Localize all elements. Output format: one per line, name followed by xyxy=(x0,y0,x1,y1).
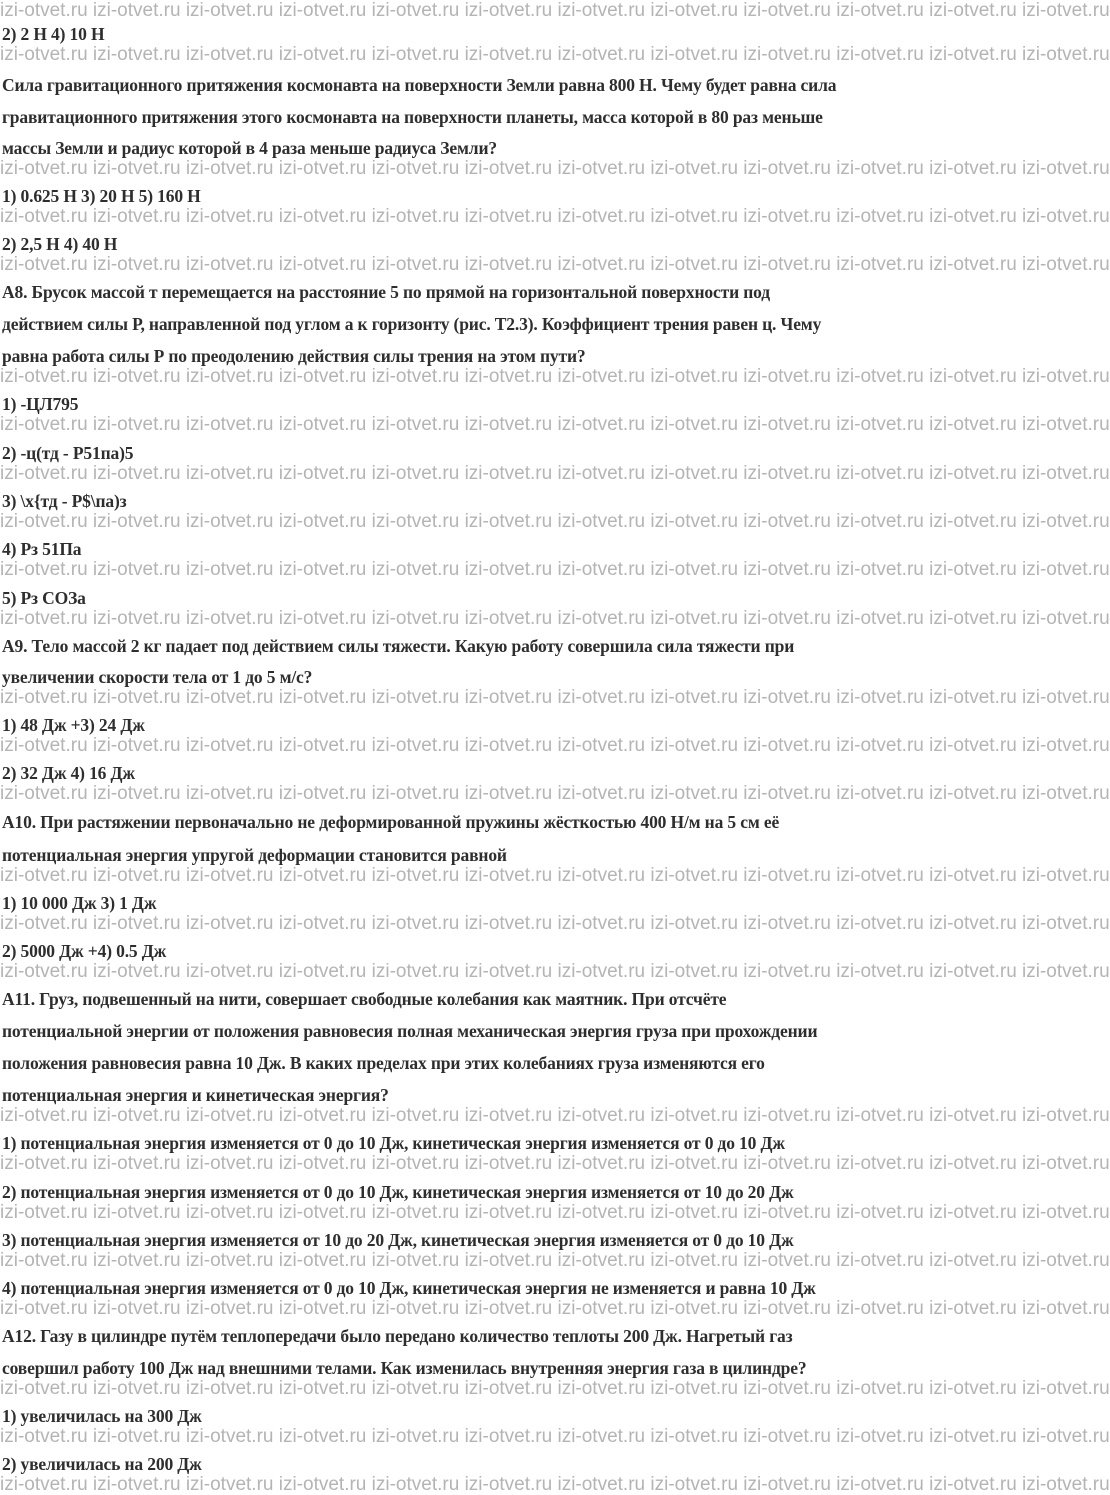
watermark-row: izi-otvet.ru izi-otvet.ru izi-otvet.ru izi-otvet.ru izi-otvet.ru izi-otvet.ru izi-otvet.ru izi-otvet.ru izi-otvet.ru izi-otvet.ru izi-otvet.ru izi-otvet.ru xyxy=(0,961,1110,982)
watermark-row: izi-otvet.ru izi-otvet.ru izi-otvet.ru izi-otvet.ru izi-otvet.ru izi-otvet.ru izi-otvet.ru izi-otvet.ru izi-otvet.ru izi-otvet.ru izi-otvet.ru izi-otvet.ru xyxy=(0,254,1110,275)
watermark-row: izi-otvet.ru izi-otvet.ru izi-otvet.ru izi-otvet.ru izi-otvet.ru izi-otvet.ru izi-otvet.ru izi-otvet.ru izi-otvet.ru izi-otvet.ru izi-otvet.ru izi-otvet.ru xyxy=(0,463,1110,484)
watermark-row: izi-otvet.ru izi-otvet.ru izi-otvet.ru izi-otvet.ru izi-otvet.ru izi-otvet.ru izi-otvet.ru izi-otvet.ru izi-otvet.ru izi-otvet.ru izi-otvet.ru izi-otvet.ru xyxy=(0,414,1110,435)
watermark-row: izi-otvet.ru izi-otvet.ru izi-otvet.ru izi-otvet.ru izi-otvet.ru izi-otvet.ru izi-otvet.ru izi-otvet.ru izi-otvet.ru izi-otvet.ru izi-otvet.ru izi-otvet.ru xyxy=(0,158,1110,179)
watermark-row: izi-otvet.ru izi-otvet.ru izi-otvet.ru izi-otvet.ru izi-otvet.ru izi-otvet.ru izi-otvet.ru izi-otvet.ru izi-otvet.ru izi-otvet.ru izi-otvet.ru izi-otvet.ru xyxy=(0,608,1110,629)
answer-option: 1) -ЦЛ795 xyxy=(2,394,79,414)
answer-line: 2) 2,5 Н 4) 40 Н xyxy=(2,234,118,254)
question-a11: потенциальной энергии от положения равновесия полная механическая энергия груза при прохождении xyxy=(2,1021,818,1041)
question-a10: потенциальная энергия упругой деформации становится равной xyxy=(2,845,507,865)
watermark-row: izi-otvet.ru izi-otvet.ru izi-otvet.ru izi-otvet.ru izi-otvet.ru izi-otvet.ru izi-otvet.ru izi-otvet.ru izi-otvet.ru izi-otvet.ru izi-otvet.ru izi-otvet.ru xyxy=(0,865,1110,886)
watermark-row: izi-otvet.ru izi-otvet.ru izi-otvet.ru izi-otvet.ru izi-otvet.ru izi-otvet.ru izi-otvet.ru izi-otvet.ru izi-otvet.ru izi-otvet.ru izi-otvet.ru izi-otvet.ru xyxy=(0,1250,1110,1271)
watermark-row: izi-otvet.ru izi-otvet.ru izi-otvet.ru izi-otvet.ru izi-otvet.ru izi-otvet.ru izi-otvet.ru izi-otvet.ru izi-otvet.ru izi-otvet.ru izi-otvet.ru izi-otvet.ru xyxy=(0,1474,1110,1495)
watermark-row: izi-otvet.ru izi-otvet.ru izi-otvet.ru izi-otvet.ru izi-otvet.ru izi-otvet.ru izi-otvet.ru izi-otvet.ru izi-otvet.ru izi-otvet.ru izi-otvet.ru izi-otvet.ru xyxy=(0,366,1110,387)
watermark-row: izi-otvet.ru izi-otvet.ru izi-otvet.ru izi-otvet.ru izi-otvet.ru izi-otvet.ru izi-otvet.ru izi-otvet.ru izi-otvet.ru izi-otvet.ru izi-otvet.ru izi-otvet.ru xyxy=(0,913,1110,934)
answer-option: 2) увеличилась на 200 Дж xyxy=(2,1454,202,1474)
watermark-row: izi-otvet.ru izi-otvet.ru izi-otvet.ru izi-otvet.ru izi-otvet.ru izi-otvet.ru izi-otvet.ru izi-otvet.ru izi-otvet.ru izi-otvet.ru izi-otvet.ru izi-otvet.ru xyxy=(0,1153,1110,1174)
watermark-row: izi-otvet.ru izi-otvet.ru izi-otvet.ru izi-otvet.ru izi-otvet.ru izi-otvet.ru izi-otvet.ru izi-otvet.ru izi-otvet.ru izi-otvet.ru izi-otvet.ru izi-otvet.ru xyxy=(0,1298,1110,1319)
watermark-row: izi-otvet.ru izi-otvet.ru izi-otvet.ru izi-otvet.ru izi-otvet.ru izi-otvet.ru izi-otvet.ru izi-otvet.ru izi-otvet.ru izi-otvet.ru izi-otvet.ru izi-otvet.ru xyxy=(0,0,1110,21)
answer-option: 1) 10 000 Дж 3) 1 Дж xyxy=(2,893,157,913)
answer-option: 1) увеличилась на 300 Дж xyxy=(2,1406,202,1426)
answer-line: 2) 2 Н 4) 10 Н xyxy=(2,24,105,44)
answer-option: 1) 48 Дж +3) 24 Дж xyxy=(2,715,145,735)
watermark-row: izi-otvet.ru izi-otvet.ru izi-otvet.ru izi-otvet.ru izi-otvet.ru izi-otvet.ru izi-otvet.ru izi-otvet.ru izi-otvet.ru izi-otvet.ru izi-otvet.ru izi-otvet.ru xyxy=(0,559,1110,580)
question-a11: положения равновесия равна 10 Дж. В каких пределах при этих колебаниях груза изменяются его xyxy=(2,1053,765,1073)
watermark-row: izi-otvet.ru izi-otvet.ru izi-otvet.ru izi-otvet.ru izi-otvet.ru izi-otvet.ru izi-otvet.ru izi-otvet.ru izi-otvet.ru izi-otvet.ru izi-otvet.ru izi-otvet.ru xyxy=(0,511,1110,532)
question-a10: А10. При растяжении первоначально не деформированной пружины жёсткостью 400 Н/м на 5 см её xyxy=(2,812,780,832)
question-text: Сила гравитационного притяжения космонавта на поверхности Земли равна 800 Н. Чему будет равна сила xyxy=(2,75,837,95)
answer-option: 2) 5000 Дж +4) 0.5 Дж xyxy=(2,941,167,961)
watermark-row: izi-otvet.ru izi-otvet.ru izi-otvet.ru izi-otvet.ru izi-otvet.ru izi-otvet.ru izi-otvet.ru izi-otvet.ru izi-otvet.ru izi-otvet.ru izi-otvet.ru izi-otvet.ru xyxy=(0,1202,1110,1223)
question-a11: потенциальная энергия и кинетическая энергия? xyxy=(2,1085,389,1105)
answer-option: 2) -ц(тд - Р51па)5 xyxy=(2,443,134,463)
answer-option: 5) Рз СОЗа xyxy=(2,588,86,608)
question-a8: А8. Брусок массой т перемещается на расстояние 5 по прямой на горизонтальной поверхности под xyxy=(2,282,770,302)
answer-option: 2) потенциальная энергия изменяется от 0 до 10 Дж, кинетическая энергия изменяется от 10 до 20 Дж xyxy=(2,1182,794,1202)
answer-option: 4) Рз 51Па xyxy=(2,539,82,559)
question-a11: А11. Груз, подвешенный на нити, совершает свободные колебания как маятник. При отсчёте xyxy=(2,989,727,1009)
watermark-row: izi-otvet.ru izi-otvet.ru izi-otvet.ru izi-otvet.ru izi-otvet.ru izi-otvet.ru izi-otvet.ru izi-otvet.ru izi-otvet.ru izi-otvet.ru izi-otvet.ru izi-otvet.ru xyxy=(0,44,1110,65)
watermark-row: izi-otvet.ru izi-otvet.ru izi-otvet.ru izi-otvet.ru izi-otvet.ru izi-otvet.ru izi-otvet.ru izi-otvet.ru izi-otvet.ru izi-otvet.ru izi-otvet.ru izi-otvet.ru xyxy=(0,783,1110,804)
answer-option: 3) потенциальная энергия изменяется от 10 до 20 Дж, кинетическая энергия изменяется от 0 до 10 Дж xyxy=(2,1230,794,1250)
question-text: массы Земли и радиус которой в 4 раза меньше радиуса Земли? xyxy=(2,138,497,158)
answer-option: 3) \х{тд - Р$\па)з xyxy=(2,491,127,511)
question-a9: увеличении скорости тела от 1 до 5 м/с? xyxy=(2,667,313,687)
question-a12: А12. Газу в цилиндре путём теплопередачи было передано количество теплоты 200 Дж. Нагретый газ xyxy=(2,1326,793,1346)
answer-option: 2) 32 Дж 4) 16 Дж xyxy=(2,763,135,783)
answer-option: 1) потенциальная энергия изменяется от 0 до 10 Дж, кинетическая энергия изменяется от 0 до 10 Дж xyxy=(2,1133,785,1153)
watermark-row: izi-otvet.ru izi-otvet.ru izi-otvet.ru izi-otvet.ru izi-otvet.ru izi-otvet.ru izi-otvet.ru izi-otvet.ru izi-otvet.ru izi-otvet.ru izi-otvet.ru izi-otvet.ru xyxy=(0,1378,1110,1399)
question-a12: совершил работу 100 Дж над внешними телами. Как изменилась внутренняя энергия газа в цилиндре? xyxy=(2,1358,807,1378)
question-text: гравитационного притяжения этого космонавта на поверхности планеты, масса которой в 80 раз меньше xyxy=(2,107,823,127)
watermark-row: izi-otvet.ru izi-otvet.ru izi-otvet.ru izi-otvet.ru izi-otvet.ru izi-otvet.ru izi-otvet.ru izi-otvet.ru izi-otvet.ru izi-otvet.ru izi-otvet.ru izi-otvet.ru xyxy=(0,1426,1110,1447)
question-a8: равна работа силы Р по преодолению действия силы трения на этом пути? xyxy=(2,346,586,366)
watermark-row: izi-otvet.ru izi-otvet.ru izi-otvet.ru izi-otvet.ru izi-otvet.ru izi-otvet.ru izi-otvet.ru izi-otvet.ru izi-otvet.ru izi-otvet.ru izi-otvet.ru izi-otvet.ru xyxy=(0,206,1110,227)
watermark-row: izi-otvet.ru izi-otvet.ru izi-otvet.ru izi-otvet.ru izi-otvet.ru izi-otvet.ru izi-otvet.ru izi-otvet.ru izi-otvet.ru izi-otvet.ru izi-otvet.ru izi-otvet.ru xyxy=(0,1105,1110,1126)
answer-line: 1) 0.625 Н 3) 20 Н 5) 160 Н xyxy=(2,186,201,206)
watermark-row: izi-otvet.ru izi-otvet.ru izi-otvet.ru izi-otvet.ru izi-otvet.ru izi-otvet.ru izi-otvet.ru izi-otvet.ru izi-otvet.ru izi-otvet.ru izi-otvet.ru izi-otvet.ru xyxy=(0,735,1110,756)
question-a8: действием силы Р, направленной под углом а к горизонту (рис. Т2.3). Коэффициент трения равен ц. Чему xyxy=(2,314,822,334)
question-a9: А9. Тело массой 2 кг падает под действием силы тяжести. Какую работу совершила сила тяжести при xyxy=(2,636,795,656)
watermark-row: izi-otvet.ru izi-otvet.ru izi-otvet.ru izi-otvet.ru izi-otvet.ru izi-otvet.ru izi-otvet.ru izi-otvet.ru izi-otvet.ru izi-otvet.ru izi-otvet.ru izi-otvet.ru xyxy=(0,687,1110,708)
answer-option: 4) потенциальная энергия изменяется от 0 до 10 Дж, кинетическая энергия не изменяется и равна 10 Дж xyxy=(2,1278,816,1298)
